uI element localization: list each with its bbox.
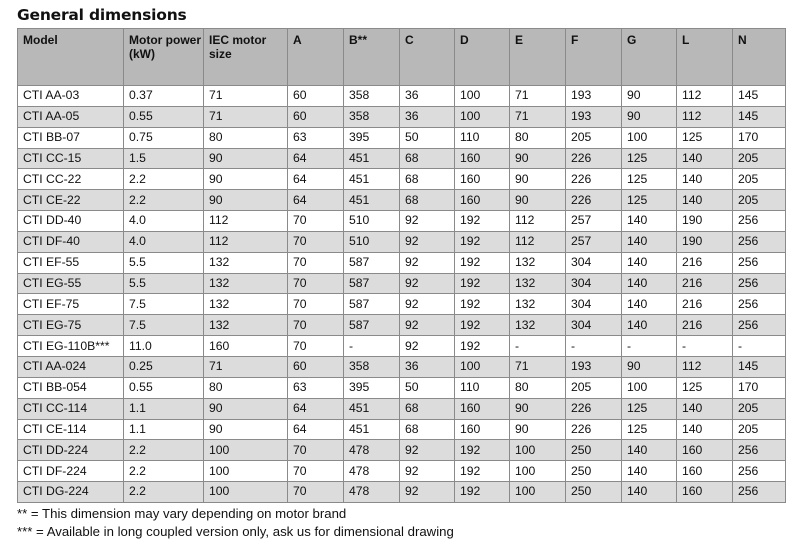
table-cell: 140: [677, 169, 733, 190]
table-cell: 90: [510, 169, 566, 190]
table-cell: 216: [677, 273, 733, 294]
table-cell: 68: [400, 398, 455, 419]
table-cell: 205: [566, 127, 622, 148]
table-row: [18, 169, 786, 190]
table-cell: 112: [677, 86, 733, 107]
table-cell: 80: [204, 377, 288, 398]
table-cell: 100: [510, 461, 566, 482]
table-cell: 190: [677, 231, 733, 252]
table-cell: 100: [455, 86, 510, 107]
table-cell: 132: [204, 252, 288, 273]
table-cell: 192: [455, 315, 510, 336]
table-cell: 110: [455, 377, 510, 398]
table-cell: 125: [622, 419, 677, 440]
column-header: L: [677, 29, 733, 86]
table-cell: 11.0: [124, 336, 204, 357]
table-cell: 587: [344, 273, 400, 294]
table-cell: 80: [510, 377, 566, 398]
table-cell: 192: [455, 273, 510, 294]
table-cell: 71: [204, 106, 288, 127]
table-cell: 140: [622, 461, 677, 482]
model-cell: CTI AA-024: [18, 356, 124, 377]
table-cell: 70: [288, 336, 344, 357]
table-cell: 216: [677, 294, 733, 315]
table-cell: 358: [344, 86, 400, 107]
table-cell: 160: [677, 482, 733, 503]
table-cell: 71: [510, 106, 566, 127]
model-cell: CTI DF-224: [18, 461, 124, 482]
table-body: [18, 86, 786, 503]
table-cell: 90: [622, 356, 677, 377]
table-cell: 71: [510, 86, 566, 107]
table-cell: 145: [733, 86, 786, 107]
table-cell: 92: [400, 294, 455, 315]
table-cell: 70: [288, 440, 344, 461]
table-cell: -: [344, 336, 400, 357]
table-cell: 140: [622, 231, 677, 252]
table-cell: 132: [510, 252, 566, 273]
table-cell: 90: [204, 419, 288, 440]
table-cell: 192: [455, 294, 510, 315]
column-header: E: [510, 29, 566, 86]
table-cell: 4.0: [124, 211, 204, 232]
table-cell: 90: [204, 169, 288, 190]
table-cell: 92: [400, 231, 455, 252]
column-header: D: [455, 29, 510, 86]
table-cell: 68: [400, 148, 455, 169]
table-cell: 192: [455, 440, 510, 461]
table-cell: 125: [622, 398, 677, 419]
table-cell: 140: [622, 440, 677, 461]
table-cell: 125: [622, 148, 677, 169]
table-cell: 192: [455, 461, 510, 482]
table-cell: 5.5: [124, 273, 204, 294]
table-cell: 92: [400, 461, 455, 482]
table-cell: 2.2: [124, 482, 204, 503]
table-cell: 71: [204, 356, 288, 377]
table-cell: 90: [204, 190, 288, 211]
table-row: [18, 190, 786, 211]
table-cell: 140: [677, 398, 733, 419]
table-cell: 92: [400, 336, 455, 357]
table-cell: 132: [204, 273, 288, 294]
model-cell: CTI DD-224: [18, 440, 124, 461]
table-cell: 205: [733, 148, 786, 169]
table-cell: 90: [510, 148, 566, 169]
table-cell: 226: [566, 419, 622, 440]
table-cell: 92: [400, 482, 455, 503]
table-cell: 0.55: [124, 106, 204, 127]
table-cell: 451: [344, 148, 400, 169]
table-cell: 510: [344, 231, 400, 252]
table-cell: 100: [622, 127, 677, 148]
table-cell: 193: [566, 86, 622, 107]
table-cell: 140: [622, 294, 677, 315]
table-cell: 256: [733, 211, 786, 232]
table-row: [18, 398, 786, 419]
table-cell: 1.5: [124, 148, 204, 169]
table-cell: 112: [677, 106, 733, 127]
table-cell: 71: [510, 356, 566, 377]
model-cell: CTI AA-05: [18, 106, 124, 127]
table-cell: 70: [288, 482, 344, 503]
table-cell: 216: [677, 315, 733, 336]
table-row: [18, 231, 786, 252]
table-cell: 70: [288, 252, 344, 273]
table-cell: -: [510, 336, 566, 357]
table-cell: 160: [677, 440, 733, 461]
table-cell: 2.2: [124, 440, 204, 461]
column-header: Motor power (kW): [124, 29, 204, 86]
table-cell: 110: [455, 127, 510, 148]
table-cell: 63: [288, 377, 344, 398]
table-cell: 140: [622, 252, 677, 273]
table-cell: 216: [677, 252, 733, 273]
table-cell: 451: [344, 398, 400, 419]
table-cell: 70: [288, 294, 344, 315]
table-cell: 140: [622, 482, 677, 503]
footnote-b: ** = This dimension may vary depending on motor brand: [17, 506, 347, 521]
table-cell: 160: [455, 169, 510, 190]
table-cell: 92: [400, 440, 455, 461]
model-cell: CTI CE-22: [18, 190, 124, 211]
table-cell: 2.2: [124, 169, 204, 190]
table-cell: 160: [455, 419, 510, 440]
table-cell: 395: [344, 127, 400, 148]
table-cell: 250: [566, 482, 622, 503]
table-cell: 304: [566, 315, 622, 336]
table-cell: 92: [400, 211, 455, 232]
table-header-row: [18, 29, 786, 86]
table-cell: 190: [677, 211, 733, 232]
table-cell: 0.75: [124, 127, 204, 148]
table-cell: 112: [510, 211, 566, 232]
table-cell: 256: [733, 440, 786, 461]
table-cell: 451: [344, 169, 400, 190]
table-cell: 226: [566, 190, 622, 211]
table-cell: 64: [288, 169, 344, 190]
table-cell: 132: [510, 273, 566, 294]
table-cell: 587: [344, 252, 400, 273]
table-cell: 70: [288, 211, 344, 232]
table-cell: 587: [344, 294, 400, 315]
table-cell: 70: [288, 273, 344, 294]
table-cell: 192: [455, 252, 510, 273]
model-cell: CTI EF-75: [18, 294, 124, 315]
table-cell: 257: [566, 211, 622, 232]
table-cell: 140: [677, 419, 733, 440]
table-cell: 112: [510, 231, 566, 252]
column-header: N: [733, 29, 786, 86]
table-cell: 160: [204, 336, 288, 357]
page-title: General dimensions: [17, 6, 187, 24]
table-cell: 304: [566, 294, 622, 315]
table-row: [18, 273, 786, 294]
table-cell: 64: [288, 419, 344, 440]
table-cell: 510: [344, 211, 400, 232]
table-cell: 64: [288, 190, 344, 211]
table-cell: 132: [510, 315, 566, 336]
table-cell: 90: [622, 106, 677, 127]
column-header: A: [288, 29, 344, 86]
table-cell: 226: [566, 169, 622, 190]
table-cell: 5.5: [124, 252, 204, 273]
table-cell: 140: [622, 315, 677, 336]
table-cell: 256: [733, 315, 786, 336]
table-cell: 256: [733, 252, 786, 273]
table-cell: 68: [400, 190, 455, 211]
table-cell: 132: [204, 315, 288, 336]
table-cell: 60: [288, 106, 344, 127]
table-cell: 192: [455, 336, 510, 357]
table-cell: 193: [566, 356, 622, 377]
model-cell: CTI CC-22: [18, 169, 124, 190]
table-cell: 36: [400, 106, 455, 127]
table-cell: 64: [288, 148, 344, 169]
table-cell: 63: [288, 127, 344, 148]
table-cell: 192: [455, 211, 510, 232]
table-row: [18, 86, 786, 107]
table-row: [18, 419, 786, 440]
table-cell: 60: [288, 86, 344, 107]
table-cell: 170: [733, 127, 786, 148]
table-cell: 478: [344, 440, 400, 461]
table-cell: 90: [510, 419, 566, 440]
table-cell: 451: [344, 419, 400, 440]
table-cell: 64: [288, 398, 344, 419]
table-cell: 145: [733, 106, 786, 127]
table-cell: 100: [455, 356, 510, 377]
table-cell: 100: [510, 440, 566, 461]
table-row: [18, 377, 786, 398]
table-cell: 170: [733, 377, 786, 398]
table-cell: 125: [677, 127, 733, 148]
table-cell: 226: [566, 398, 622, 419]
table-cell: 132: [510, 294, 566, 315]
table-cell: 0.25: [124, 356, 204, 377]
table-cell: 132: [204, 294, 288, 315]
model-cell: CTI BB-054: [18, 377, 124, 398]
table-cell: 60: [288, 356, 344, 377]
table-cell: 100: [510, 482, 566, 503]
table-cell: 125: [622, 190, 677, 211]
table-cell: 140: [677, 148, 733, 169]
table-cell: 205: [733, 190, 786, 211]
table-cell: 140: [677, 190, 733, 211]
table-cell: 395: [344, 377, 400, 398]
table-cell: 1.1: [124, 398, 204, 419]
model-cell: CTI EG-75: [18, 315, 124, 336]
column-header: B**: [344, 29, 400, 86]
table-cell: 36: [400, 356, 455, 377]
table-cell: 140: [622, 211, 677, 232]
column-header: Model: [18, 29, 124, 86]
model-cell: CTI BB-07: [18, 127, 124, 148]
table-cell: 304: [566, 273, 622, 294]
table-cell: 90: [622, 86, 677, 107]
table-cell: 256: [733, 294, 786, 315]
table-row: [18, 127, 786, 148]
table-cell: 478: [344, 461, 400, 482]
table-row: [18, 336, 786, 357]
table-cell: 256: [733, 482, 786, 503]
table-cell: -: [677, 336, 733, 357]
table-cell: -: [566, 336, 622, 357]
table-cell: 451: [344, 190, 400, 211]
footnotes: [17, 505, 454, 541]
table-row: [18, 356, 786, 377]
table-row: [18, 482, 786, 503]
table-cell: 100: [204, 482, 288, 503]
table-cell: 80: [204, 127, 288, 148]
table-cell: 71: [204, 86, 288, 107]
model-cell: CTI DD-40: [18, 211, 124, 232]
table-cell: 112: [204, 231, 288, 252]
table-cell: 92: [400, 273, 455, 294]
table-cell: 50: [400, 377, 455, 398]
table-cell: 478: [344, 482, 400, 503]
table-cell: 100: [622, 377, 677, 398]
table-cell: 160: [455, 148, 510, 169]
footnote-long-coupled: *** = Available in long coupled version only, ask us for dimensional drawing: [17, 524, 454, 539]
table-cell: 192: [455, 231, 510, 252]
table-cell: 358: [344, 106, 400, 127]
table-cell: 256: [733, 231, 786, 252]
table-cell: 2.2: [124, 461, 204, 482]
table-row: [18, 315, 786, 336]
table-cell: 205: [733, 419, 786, 440]
table-cell: 2.2: [124, 190, 204, 211]
table-cell: 90: [204, 148, 288, 169]
table-cell: 0.55: [124, 377, 204, 398]
table-cell: -: [733, 336, 786, 357]
table-cell: 125: [622, 169, 677, 190]
table-cell: 90: [510, 398, 566, 419]
table-cell: 50: [400, 127, 455, 148]
table-cell: 0.37: [124, 86, 204, 107]
column-header: G: [622, 29, 677, 86]
table-cell: 256: [733, 461, 786, 482]
model-cell: CTI EF-55: [18, 252, 124, 273]
table-cell: 80: [510, 127, 566, 148]
table-cell: 100: [204, 440, 288, 461]
table-cell: 92: [400, 252, 455, 273]
table-row: [18, 294, 786, 315]
table-row: [18, 252, 786, 273]
table-cell: 192: [455, 482, 510, 503]
table-cell: 36: [400, 86, 455, 107]
table-cell: 304: [566, 252, 622, 273]
table-cell: 587: [344, 315, 400, 336]
model-cell: CTI CC-114: [18, 398, 124, 419]
table-row: [18, 461, 786, 482]
model-cell: CTI AA-03: [18, 86, 124, 107]
column-header: F: [566, 29, 622, 86]
table-cell: 1.1: [124, 419, 204, 440]
dimensions-table: [17, 28, 786, 503]
table-cell: 140: [622, 273, 677, 294]
table-cell: 226: [566, 148, 622, 169]
table-cell: 205: [733, 398, 786, 419]
table-cell: 100: [204, 461, 288, 482]
table-cell: 256: [733, 273, 786, 294]
table-cell: 160: [455, 398, 510, 419]
table-cell: 70: [288, 461, 344, 482]
column-header: IEC motor size: [204, 29, 288, 86]
table-cell: 68: [400, 419, 455, 440]
column-header: C: [400, 29, 455, 86]
model-cell: CTI DG-224: [18, 482, 124, 503]
model-cell: CTI EG-110B***: [18, 336, 124, 357]
table-cell: 112: [677, 356, 733, 377]
table-cell: 193: [566, 106, 622, 127]
table-cell: 205: [733, 169, 786, 190]
table-cell: 70: [288, 231, 344, 252]
table-cell: 7.5: [124, 294, 204, 315]
table-cell: 4.0: [124, 231, 204, 252]
table-cell: 92: [400, 315, 455, 336]
table-row: [18, 106, 786, 127]
table-cell: 68: [400, 169, 455, 190]
table-cell: 250: [566, 440, 622, 461]
table-cell: 145: [733, 356, 786, 377]
table-row: [18, 440, 786, 461]
table-row: [18, 148, 786, 169]
table-cell: 358: [344, 356, 400, 377]
table-cell: 90: [204, 398, 288, 419]
table-cell: 90: [510, 190, 566, 211]
table-cell: -: [622, 336, 677, 357]
table-cell: 205: [566, 377, 622, 398]
table-cell: 70: [288, 315, 344, 336]
table-cell: 112: [204, 211, 288, 232]
table-cell: 250: [566, 461, 622, 482]
model-cell: CTI CE-114: [18, 419, 124, 440]
table-cell: 100: [455, 106, 510, 127]
model-cell: CTI EG-55: [18, 273, 124, 294]
model-cell: CTI DF-40: [18, 231, 124, 252]
table-cell: 160: [677, 461, 733, 482]
table-row: [18, 211, 786, 232]
table-cell: 125: [677, 377, 733, 398]
model-cell: CTI CC-15: [18, 148, 124, 169]
table-cell: 160: [455, 190, 510, 211]
table-cell: 257: [566, 231, 622, 252]
table-cell: 7.5: [124, 315, 204, 336]
